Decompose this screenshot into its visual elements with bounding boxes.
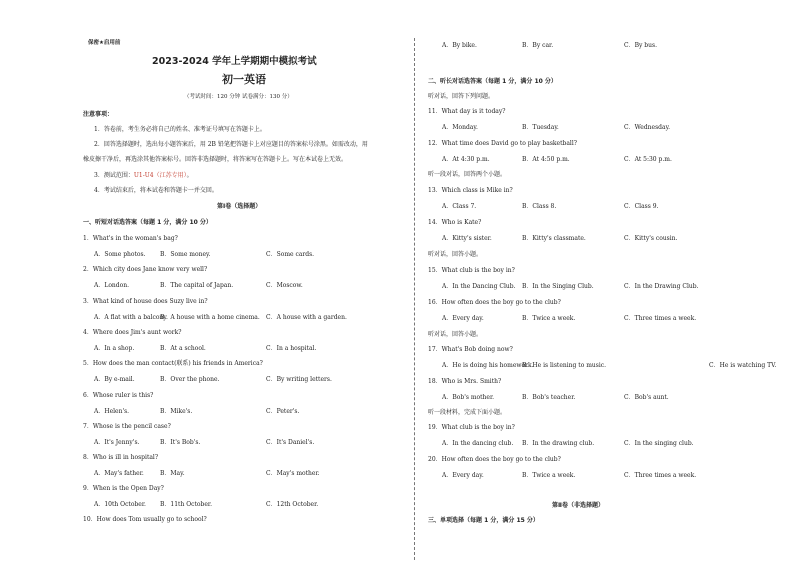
option-20-b: B．Twice a week. <box>522 471 576 479</box>
option-8-b: B．May. <box>160 470 185 478</box>
option-12-c: C．At 5:30 p.m. <box>624 155 672 163</box>
option-18-c: C．Bob's aunt. <box>624 393 669 401</box>
option-2-b: B．The capital of Japan. <box>160 282 234 290</box>
instruction-a: 听对话，回答下列问题。 <box>428 93 495 100</box>
question-16: 16．How often does the boy go to the club? <box>428 298 561 306</box>
question-4: 4．Where does Jim's aunt work? <box>83 328 182 336</box>
option-5-b: B．Over the phone. <box>160 376 220 384</box>
section1-heading: 一、听短对话选答案（每题 1 分，满分 10 分） <box>83 219 212 226</box>
question-8: 8．Who is ill in hospital? <box>83 454 159 462</box>
option-17-c: C．He is watching TV. <box>709 362 777 369</box>
instruction-e: 听一段材料，完成下面小题。 <box>428 409 507 416</box>
part1-title: 第Ⅰ卷（选择题） <box>217 203 262 210</box>
option-16-b: B．Twice a week. <box>522 314 576 322</box>
question-3: 3．What kind of house does Suzy live in? <box>83 297 208 305</box>
option-6-b: B．Mike's. <box>160 407 193 415</box>
part2-title: 第Ⅱ卷（非选择题） <box>552 502 604 509</box>
note-item-3-suffix: 。 <box>186 172 193 179</box>
section2-heading: 二、听长对话选答案（每题 1 分，满分 10 分） <box>428 78 557 85</box>
question-17: 17．What's Bob doing now? <box>428 346 513 353</box>
option-1-c: C．Some cards. <box>266 251 315 258</box>
option-13-b: B．Class 8. <box>522 203 557 210</box>
option-12-b: B．At 4:50 p.m. <box>522 155 570 163</box>
option-15-c: C．In the Drawing Club. <box>624 283 699 290</box>
option-19-a: A．In the dancing club. <box>442 440 514 447</box>
option-18-a: A．Bob's mother. <box>442 393 495 401</box>
option-11-a: A．Monday. <box>442 124 478 131</box>
question-6: 6．Whose ruler is this? <box>83 391 154 399</box>
test-range: U1-U4（江苏专用） <box>133 172 187 179</box>
option-9-a: A．10th October. <box>94 501 146 509</box>
option-14-b: B．Kitty's classmate. <box>522 234 586 242</box>
option-4-c: C．In a hospital. <box>266 344 317 352</box>
instruction-d: 听对话，回答小题。 <box>428 331 483 338</box>
option-7-a: A．It's Jenny's. <box>94 438 140 446</box>
notes-heading: 注意事项： <box>83 111 114 118</box>
question-19: 19．What club is the boy in? <box>428 424 515 431</box>
question-10: 10．How does Tom usually go to school? <box>83 516 207 523</box>
option-20-a: A．Every day. <box>442 471 484 479</box>
question-1: 1．What's in the woman's bag? <box>83 235 178 242</box>
option-7-b: B．It's Bob's. <box>160 438 201 446</box>
option-13-a: A．Class 7. <box>442 203 477 210</box>
question-13: 13．Which class is Mike in? <box>428 187 513 194</box>
option-18-b: B．Bob's teacher. <box>522 393 576 401</box>
column-divider <box>414 38 415 560</box>
option-1-b: B．Some money. <box>160 251 211 258</box>
option-9-b: B．11th October. <box>160 501 213 509</box>
question-7: 7．Whose is the pencil case? <box>83 422 171 430</box>
question-2: 2．Which city does Jane know very well? <box>83 266 208 274</box>
question-11: 11．What day is it today? <box>428 108 506 115</box>
option-10-a: A．By bike. <box>442 42 477 49</box>
option-4-b: B．At a school. <box>160 344 206 352</box>
option-6-a: A．Helen's. <box>94 407 130 415</box>
question-9: 9．When is the Open Day? <box>83 485 164 493</box>
question-15: 15．What club is the boy in? <box>428 267 515 274</box>
note-item-2: 2．回答选择题时，选出每小题答案后，用 2B 铅笔把答题卡上对应题目的答案标号涂黑。如需改动，用 <box>94 141 368 148</box>
option-12-a: A．At 4:30 p.m. <box>442 155 490 163</box>
option-11-b: B．Tuesday. <box>522 124 559 131</box>
option-6-c: C．Peter's. <box>266 407 300 415</box>
option-1-a: A．Some photos. <box>94 251 146 258</box>
question-5: 5．How does the man contact(联系) his friends in America? <box>83 360 263 368</box>
question-18: 18．Who is Mrs. Smith? <box>428 377 502 385</box>
section3-heading: 三、单项选择（每题 1 分，满分 15 分） <box>428 517 539 524</box>
option-13-c: C．Class 9. <box>624 203 659 210</box>
exam-info: （考试时间：120 分钟 试卷满分：130 分） <box>184 94 293 100</box>
option-4-a: A．In a shop. <box>94 344 135 352</box>
exam-subtitle: 初一英语 <box>222 73 266 86</box>
note-item-1: 1．答卷前，考生务必将自己的姓名、准考证号填写在答题卡上。 <box>94 126 266 133</box>
note-item-3 <box>94 172 193 179</box>
option-7-c: C．It's Daniel's. <box>266 438 315 446</box>
note-item-3-prefix: 3．测试范围： <box>94 172 134 179</box>
option-17-a: A．He is doing his homework. <box>442 362 534 369</box>
option-2-c: C．Moscow. <box>266 282 303 290</box>
option-14-a: A．Kitty's sister. <box>442 234 492 242</box>
note-item-4: 4．考试结束后，将本试卷和答题卡一并交回。 <box>94 187 218 194</box>
option-20-c: C．Three times a week. <box>624 471 697 479</box>
option-8-a: A．May's father. <box>94 470 144 478</box>
instruction-b: 听一段对话，回答两个小题。 <box>428 171 507 178</box>
exam-title: 2023-2024 学年上学期期中模拟考试 <box>152 56 317 67</box>
option-17-b: B．He is listening to music. <box>522 362 607 369</box>
option-5-a: A．By e-mail. <box>94 376 135 384</box>
option-16-c: C．Three times a week. <box>624 314 697 322</box>
option-3-a: A．A flat with a balcony. <box>94 313 168 321</box>
option-11-c: C．Wednesday. <box>624 124 671 131</box>
option-3-b: B．A house with a home cinema. <box>160 313 260 321</box>
option-14-c: C．Kitty's cousin. <box>624 234 678 242</box>
option-9-c: C．12th October. <box>266 501 319 509</box>
question-12: 12．What time does David go to play basketball? <box>428 139 577 147</box>
option-15-b: B．In the Singing Club. <box>522 283 594 290</box>
option-3-c: C．A house with a garden. <box>266 313 347 321</box>
left-column <box>80 0 400 562</box>
option-5-c: C．By writing letters. <box>266 376 332 384</box>
instruction-c: 听对话，回答小题。 <box>428 251 483 258</box>
right-column <box>428 0 777 562</box>
option-15-a: A．In the Dancing Club. <box>442 283 516 290</box>
option-8-c: C．May's mother. <box>266 470 320 478</box>
option-10-b: B．By car. <box>522 42 554 49</box>
option-19-b: B．In the drawing club. <box>522 440 595 447</box>
option-19-c: C．In the singing club. <box>624 440 694 447</box>
option-10-c: C．By bus. <box>624 42 657 49</box>
note-item-2-cont: 橡皮擦干净后，再选涂其他答案标号。回答非选择题时，将答案写在答题卡上。写在本试卷上无效。 <box>83 156 348 163</box>
question-14: 14．Who is Kate? <box>428 218 482 226</box>
question-20: 20．How often does the boy go to the club? <box>428 455 561 463</box>
secret-mark: 保密★启用前 <box>88 40 121 46</box>
option-2-a: A．London. <box>94 282 130 290</box>
option-16-a: A．Every day. <box>442 314 484 322</box>
